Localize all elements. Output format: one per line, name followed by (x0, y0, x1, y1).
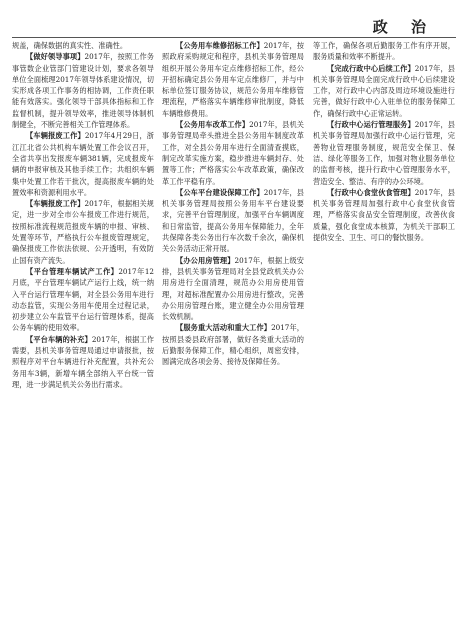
paragraph (162, 322, 304, 367)
paragraph (12, 334, 154, 390)
paragraph (162, 40, 304, 119)
paragraph (12, 266, 154, 334)
paragraph-text: 2017年12月底，平台管理车辆试产运行上线，统一纳入平台运行管理车辆，对全县公务用车进行动态监管，实现公务用车使用全过程记录，初步建立公车监管平台运行管理体系，提高公务车辆的使用效率。 (12, 266, 154, 333)
column-3 (313, 40, 455, 630)
paragraph (313, 63, 455, 119)
paragraph-heading: 【办公用房管理】 (176, 255, 235, 265)
paragraph-heading: 【行政中心食堂伙食管理】 (327, 187, 415, 197)
paragraph (313, 187, 455, 243)
paragraph-heading: 【车辆报废工作】 (26, 199, 85, 209)
column-1 (12, 40, 154, 630)
paragraph (313, 119, 455, 187)
paragraph-heading: 【服务重大活动和重大工作】 (176, 323, 272, 333)
paragraph-text: 2017年，县机关事务管理局加强行政中心食堂伙食管理，严格落实食品安全管理制度，改善伙食质量，强化食堂成本核算，为机关干部职工提供安全、卫生、可口的餐饮服务。 (313, 187, 455, 243)
paragraph (12, 51, 154, 130)
paragraph-heading: 【平台管理车辆试产工作】 (26, 266, 119, 276)
paragraph-heading: 【做好领导事项】 (26, 52, 85, 62)
paragraph (162, 255, 304, 323)
paragraph-heading: 【公务用车维修招标工作】 (176, 41, 264, 50)
paragraph-text: 2017年，按照政府采购规定和程序，县机关事务管理局组织开展公务用车定点维修招标工作，经公开招标确定县公务用车定点维修厂，并与中标单位签订服务协议，规范公务用车维修管理流程，严格落实车辆维修审批制度，降低车辆维修费用。 (162, 41, 304, 118)
paragraph-heading: 【平台车辆的补充】 (26, 334, 92, 344)
paragraph-text: 2017年，县机关事务管理局加强行政中心运行管理，完善物业管理服务制度，规范安全保卫、保洁、绿化等服务工作，加强对物业服务单位的监督考核，提升行政中心管理服务水平，营造安全、整洁、有序的办公环境。 (313, 120, 455, 186)
paragraph-text: 2017年，根据工作需要，县机关事务管理局通过申请报批，按照程序对平台车辆进行补充配置，共补充公务用车3辆，新增车辆全部纳入平台统一管理，进一步满足机关公务出行需求。 (12, 334, 154, 389)
article-body (0, 40, 468, 630)
paragraph (313, 40, 455, 63)
paragraph (12, 40, 154, 51)
paragraph-heading: 【公车平台建设保障工作】 (176, 187, 264, 197)
paragraph-text: 2017年，按照县委县政府部署，做好各类重大活动的后勤服务保障工作，精心组织，周密安排，圆满完成各项会务、接待及保障任务。 (162, 323, 304, 367)
paragraph-text: 2017年，按照工作务事管数企业管部门管建设计划，要求各领导单位全面梳理2017年领导体系建设情况，切实形成各项工作事务的相协调，工作责任职能有效落实。强化领导干部具体指标和工作监督机制，提升领导效率，推进领导体制机制健全，不断完善相关工作管理体系。 (12, 52, 154, 130)
paragraph-text: 2017年，县机关事务管理局牵头推进全县公务用车制度改革工作，对全县公务用车进行全面清查摸底，制定改革实施方案，稳步推进车辆封存、处置等工作；严格落实公车改革政策，确保改革工作平稳有序。 (162, 120, 304, 186)
column-2 (162, 40, 304, 630)
paragraph (162, 119, 304, 187)
paragraph-heading: 【车辆报废工作】 (26, 131, 85, 141)
paragraph-heading: 【行政中心运行管理服务】 (327, 120, 415, 130)
paragraph (162, 187, 304, 255)
paragraph-heading: 【公务用车改革工作】 (176, 120, 250, 130)
paragraph (12, 198, 154, 266)
paragraph-text: 等工作，确保各项后勤服务工作有序开展，服务质量和效率不断提升。 (313, 41, 455, 62)
section-title: 政 治 (372, 18, 435, 36)
paragraph-heading: 【完成行政中心后续工作】 (327, 63, 415, 73)
paragraph-text: 2017年4月29日，浙江江北省公共机构车辆处置工作会议召开，全省共享出发报废车辆381辆，完成报废车辆的申报审核及其他手续工作；共组织车辆集中处置工作若干批次，提高报废车辆的处置效率和资源利用水平。 (12, 131, 154, 197)
paragraph-text: 2017年，根据相关规定，进一步对全市公车报废工作进行规范，按照标准流程规范报废车辆的申报、审核、处置等环节，严格执行公车报废管理规定，确保报废工作依法依规、公开透明，有效防止国有资产流失。 (12, 199, 154, 265)
paragraph-text: 2017年，县机关事务管理局全面完成行政中心后续建设工作，对行政中心内部及周边环境设施进行完善，做好行政中心入驻单位的服务保障工作，确保行政中心正常运转。 (313, 63, 455, 118)
paragraph-text: 2017年，根据上级安排，县机关事务管理局对全县党政机关办公用房进行全面清理，规范办公用房使用管理，对超标准配置办公用房进行整改，完善办公用房管理台账，建立健全办公用房管理长效机制。 (162, 255, 304, 322)
page-header (0, 0, 468, 38)
paragraph (12, 130, 154, 198)
paragraph-text: 2017年，县机关事务管理局按照公务用车平台建设要求，完善平台管理制度，加强平台车辆调度和日常监管，提高公务用车保障能力，全年共保障各类公务出行车次数千余次，确保机关公务活动正常开展。 (162, 187, 304, 254)
header-rule (12, 37, 456, 38)
paragraph-text: 规盖，确保数据的真实性、准确性。 (12, 41, 128, 50)
